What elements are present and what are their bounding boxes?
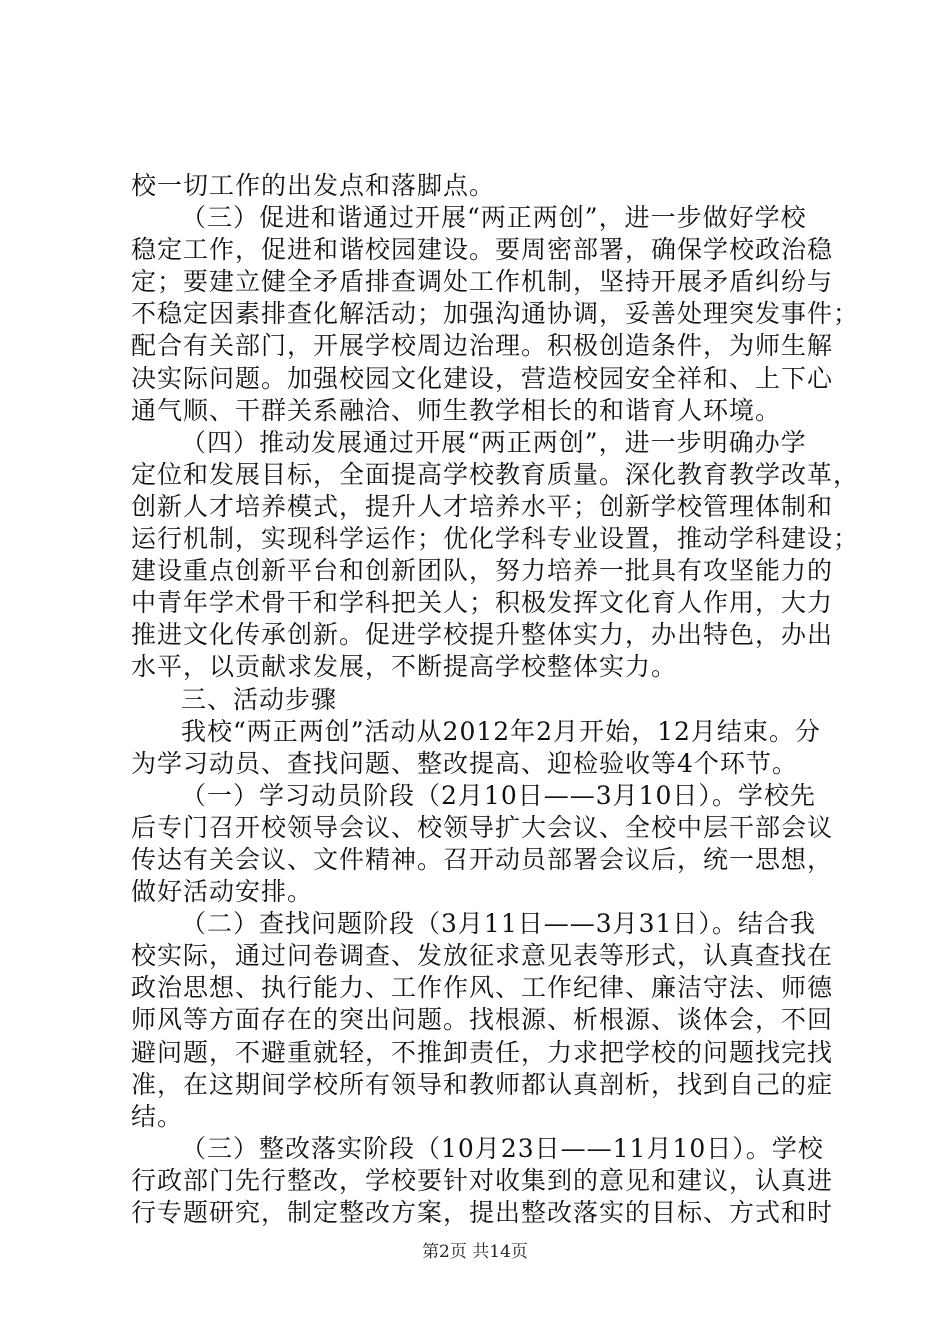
text-line: 避问题，不避重就轻，不推卸责任，力求把学校的问题找完找 — [131, 1037, 834, 1067]
text-line: 政治思想、执行能力、工作作风、工作纪律、廉洁守法、师德 — [131, 973, 834, 1003]
text-line: （二）查找问题阶段（3月11日——3月31日）。结合我 — [181, 909, 816, 939]
document-body — [131, 170, 860, 1229]
text-line: 水平，以贡献求发展，不断提高学校整体实力。 — [131, 652, 678, 682]
text-line: 创新人才培养模式，提升人才培养水平；创新学校管理体制和 — [131, 491, 834, 521]
text-line: 行政部门先行整改，学校要针对收集到的意见和建议，认真进 — [131, 1165, 834, 1195]
text-line: 运行机制，实现科学运作；优化学科专业设置，推动学科建设； — [131, 524, 860, 554]
text-line: 决实际问题。加强校园文化建设，营造校园安全祥和、上下心 — [131, 363, 834, 393]
text-line: 为学习动员、查找问题、整改提高、迎检验收等4个环节。 — [131, 748, 798, 778]
text-line: 做好活动安排。 — [131, 877, 314, 907]
page-number-footer: 第2页 共14页 — [422, 1242, 528, 1262]
text-line: 稳定工作，促进和谐校园建设。要周密部署，确保学校政治稳 — [131, 235, 834, 265]
text-line: 传达有关会议、文件精神。召开动员部署会议后，统一思想， — [131, 844, 834, 874]
text-line: 师风等方面存在的突出问题。找根源、析根源、谈体会，不回 — [131, 1005, 834, 1035]
text-line: 建设重点创新平台和创新团队，努力培养一批具有攻坚能力的 — [131, 556, 834, 586]
text-line: 我校“两正两创”活动从2012年2月开始，12月结束。分 — [181, 716, 821, 746]
text-line: 行专题研究，制定整改方案，提出整改落实的目标、方式和时 — [131, 1198, 834, 1227]
text-line: 校一切工作的出发点和落脚点。 — [131, 171, 496, 200]
text-line: （三）整改落实阶段（10月23日——11月10日）。学校 — [181, 1133, 824, 1163]
text-line: 定；要建立健全矛盾排查调处工作机制，坚持开展矛盾纠纷与 — [131, 267, 834, 297]
text-line: （三）促进和谐通过开展“两正两创”，进一步做好学校 — [181, 203, 807, 233]
section-heading: 三、活动步骤 — [181, 684, 338, 714]
text-line: 推进文化传承创新。促进学校提升整体实力，办出特色，办出 — [131, 620, 834, 650]
text-line: 准，在这期间学校所有领导和教师都认真剖析，找到自己的症 — [131, 1069, 834, 1099]
text-line: 不稳定因素排查化解活动；加强沟通协调，妥善处理突发事件； — [131, 299, 860, 329]
text-line: （四）推动发展通过开展“两正两创”，进一步明确办学 — [181, 427, 807, 457]
text-line: 结。 — [131, 1101, 184, 1131]
text-line: （一）学习动员阶段（2月10日——3月10日）。学校先 — [181, 780, 816, 810]
text-line: 通气顺、干群关系融洽、师生教学相长的和谐育人环境。 — [131, 395, 782, 425]
text-line: 校实际，通过问卷调查、发放征求意见表等形式，认真查找在 — [131, 941, 834, 971]
text-line: 定位和发展目标，全面提高学校教育质量。深化教育教学改革， — [131, 459, 860, 489]
text-line: 后专门召开校领导会议、校领导扩大会议、全校中层干部会议 — [131, 812, 834, 842]
text-line: 中青年学术骨干和学科把关人；积极发挥文化育人作用，大力 — [131, 588, 834, 618]
text-line: 配合有关部门，开展学校周边治理。积极创造条件，为师生解 — [131, 331, 834, 361]
